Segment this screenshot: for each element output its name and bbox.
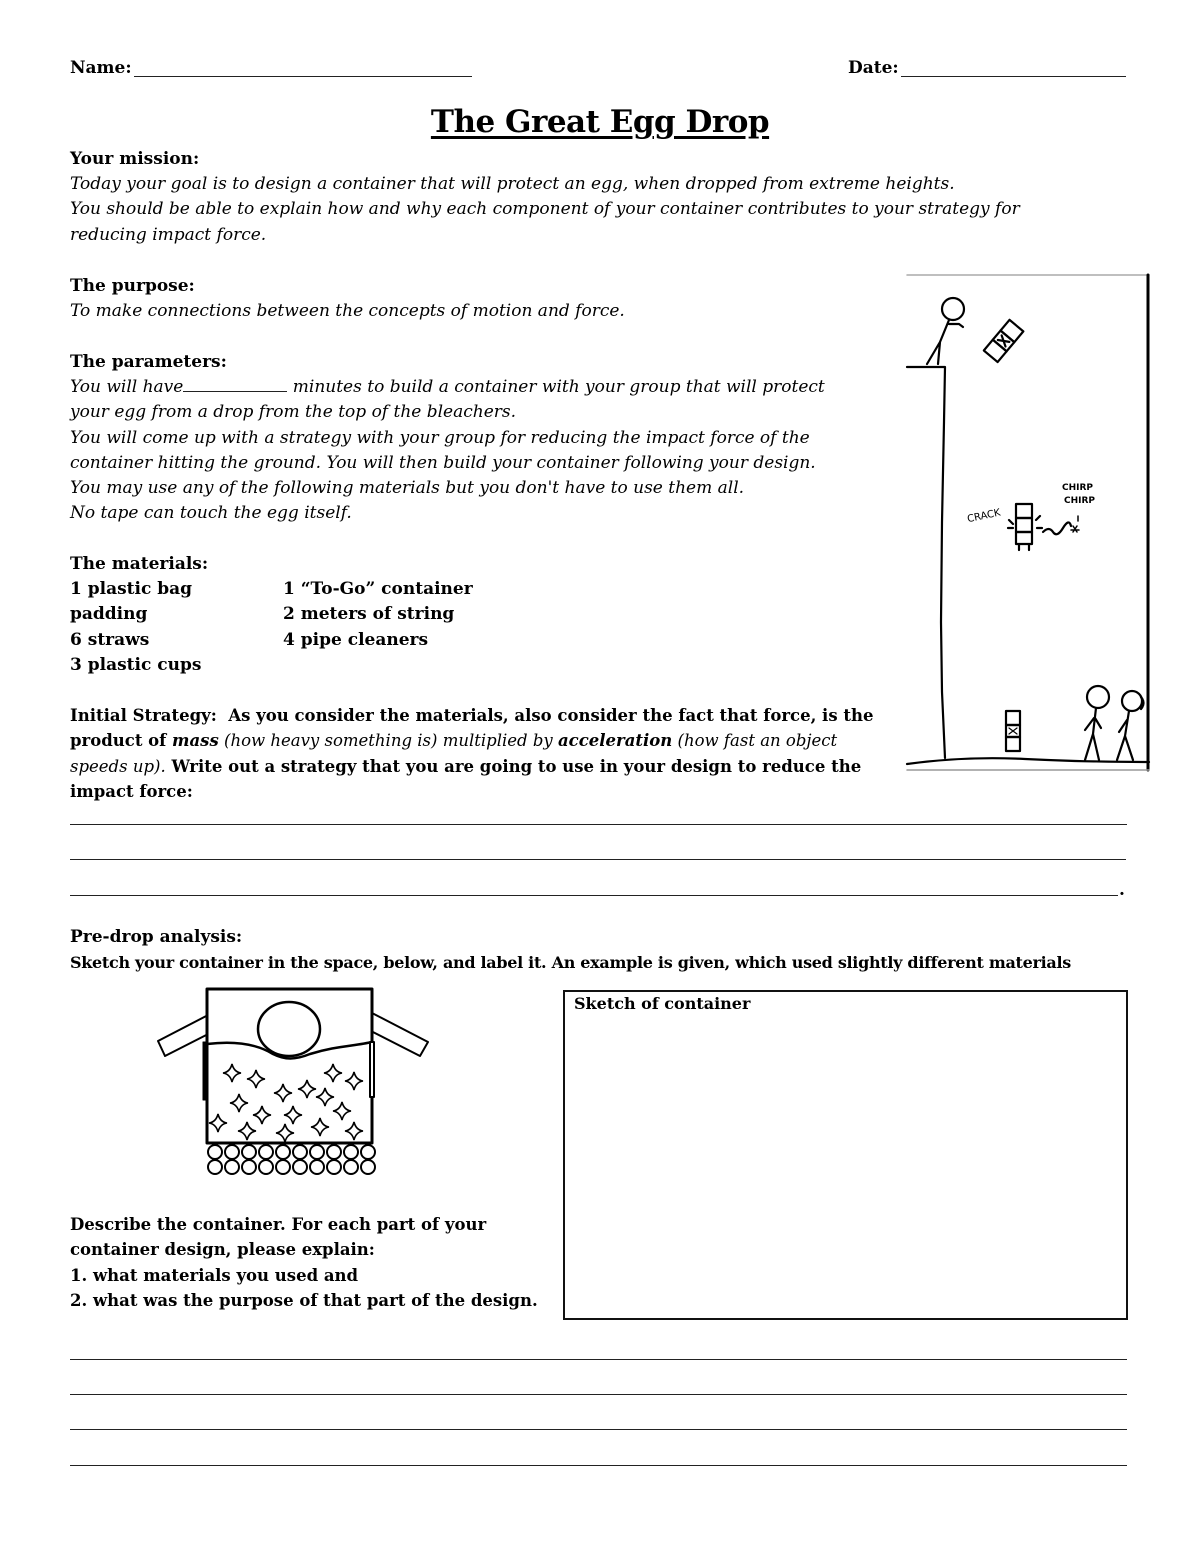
parameters-line: You may use any of the following materials but you don't have to use them all. (70, 478, 745, 499)
egg-drop-comic (905, 272, 1155, 774)
predrop-instructions: Sketch your container in the space, below, and label it. An example is given, which used slightly different materials (70, 953, 1071, 972)
material-item: padding (70, 604, 148, 625)
strategy-end-period: . (1119, 880, 1125, 900)
strategy-text (70, 703, 873, 804)
describe-line: Describe the container. For each part of your (70, 1215, 487, 1234)
minutes-blank[interactable] (183, 377, 287, 392)
minutes-prefix: You will have (70, 377, 184, 397)
name-field[interactable] (134, 76, 472, 77)
landed-container-icon (1006, 711, 1020, 751)
parameters-text (70, 375, 825, 527)
materials-column-1 (70, 577, 201, 678)
description-answer-line[interactable] (70, 1359, 1127, 1360)
strategy-line (70, 754, 873, 779)
example-container-drawing (150, 984, 435, 1179)
mission-heading: Your mission: (70, 149, 200, 169)
purpose-text: To make connections between the concepts of motion and force. (70, 301, 625, 321)
name-label: Name: (70, 58, 132, 78)
page-title: The Great Egg Drop (430, 104, 770, 140)
material-item: 6 straws (70, 629, 150, 650)
strategy-answer-line[interactable] (70, 895, 1118, 896)
bubble-wrap (208, 1145, 375, 1174)
material-item: 4 pipe cleaners (283, 629, 429, 650)
strategy-answer-line[interactable] (70, 824, 1127, 825)
describe-line: container design, please explain: (70, 1240, 375, 1260)
crack-text: CRACK (966, 507, 1002, 526)
chirp-text: CHIRP (1062, 483, 1094, 493)
description-answer-line[interactable] (70, 1394, 1127, 1395)
mission-text (70, 172, 1020, 248)
parameters-heading: The parameters: (70, 352, 227, 372)
material-item: 3 plastic cups (70, 654, 202, 675)
mission-line: You should be able to explain how and why each component of your container contributes to your strategy for (70, 199, 1020, 220)
parameters-line-minutes (70, 375, 825, 400)
materials-column-2 (283, 577, 473, 653)
strategy-text-part: speeds up). (70, 756, 166, 776)
parameters-line: You will come up with a strategy with your group for reducing the impact force of the (70, 427, 810, 448)
strategy-line-text: As you consider the materials, also consider the fact that force, is the (228, 706, 874, 725)
mission-line: reducing impact force. (70, 224, 267, 245)
falling-container-icon (984, 320, 1024, 362)
mission-line: Today your goal is to design a container that will protect an egg, when dropped from extreme heights. (70, 174, 955, 194)
parameters-line: container hitting the ground. You will then build your container following your design. (70, 452, 816, 473)
describe-line: 2. what was the purpose of that part of the design. (70, 1290, 538, 1310)
sketch-area[interactable] (563, 990, 1128, 1320)
material-item: 2 meters of string (283, 604, 455, 625)
strategy-text-part: (how heavy something is) multiplied by (218, 731, 558, 751)
cracked-container-icon (1008, 504, 1071, 550)
material-item: 1 “To-Go” container (283, 579, 473, 599)
mass-term: mass (172, 731, 219, 751)
strategy-text-part: (how fast an object (672, 731, 838, 751)
describe-instructions (70, 1212, 538, 1313)
strategy-text-part: Write out a strategy that you are going to use in your design to reduce the (165, 756, 862, 776)
strategy-line: impact force: (70, 781, 193, 801)
material-item: 1 plastic bag (70, 579, 193, 599)
predrop-heading: Pre-drop analysis: (70, 927, 243, 947)
parameters-line: No tape can touch the egg itself. (70, 503, 352, 524)
description-answer-line[interactable] (70, 1465, 1127, 1466)
minutes-suffix: minutes to build a container with your group that will protect (292, 377, 825, 397)
strategy-label: Initial Strategy: (70, 706, 217, 725)
date-label: Date: (848, 58, 899, 78)
describe-line: 1. what materials you used and (70, 1265, 359, 1285)
parameters-line: your egg from a drop from the top of the bleachers. (70, 402, 517, 423)
date-field[interactable] (901, 76, 1126, 77)
strategy-line (70, 703, 873, 728)
chirp-text: CHIRP (1064, 496, 1096, 506)
purpose-heading: The purpose: (70, 276, 195, 296)
strategy-answer-line[interactable] (70, 859, 1126, 860)
materials-heading: The materials: (70, 554, 209, 574)
sketch-label: Sketch of container (574, 994, 751, 1013)
strategy-line (70, 728, 873, 753)
strategy-text-part: product of (70, 731, 173, 751)
acceleration-term: acceleration (557, 731, 673, 751)
description-answer-line[interactable] (70, 1429, 1127, 1430)
